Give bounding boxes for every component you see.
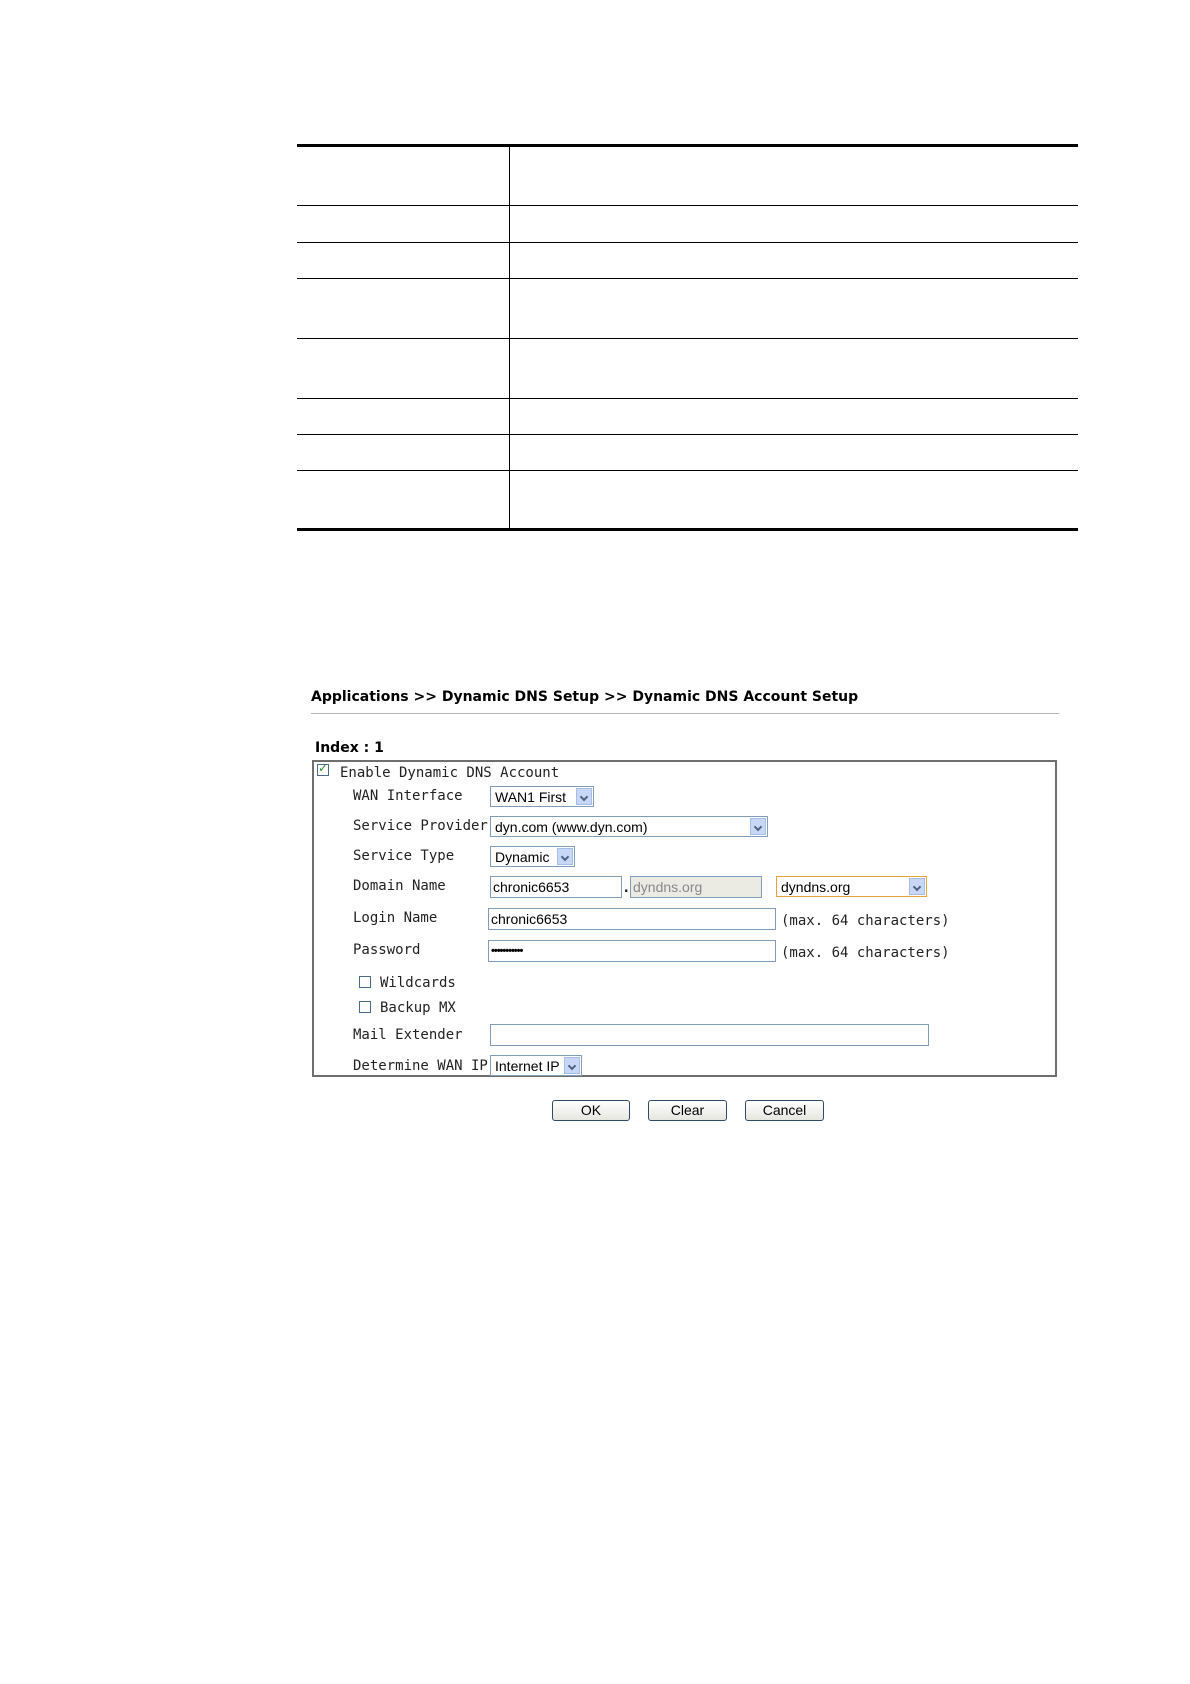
chevron-down-icon [909, 878, 925, 895]
wan-interface-value: WAN1 First [495, 789, 567, 805]
ok-button[interactable]: OK [552, 1100, 630, 1121]
service-type-select[interactable] [490, 846, 575, 867]
password-label: Password [353, 942, 421, 958]
determine-wan-ip-label: Determine WAN IP [353, 1058, 488, 1074]
domain-suffix-select-value: dyndns.org [781, 879, 851, 895]
domain-suffix-input: dyndns.org [630, 876, 762, 898]
service-provider-select[interactable] [490, 816, 768, 837]
backup-mx-checkbox[interactable] [359, 1001, 371, 1013]
password-hint: (max. 64 characters) [781, 945, 950, 961]
breadcrumb: Applications >> Dynamic DNS Setup >> Dynamic DNS Account Setup [311, 689, 859, 705]
login-name-label: Login Name [353, 910, 438, 926]
service-type-value: Dynamic [495, 849, 550, 865]
wan-interface-label: WAN Interface [353, 788, 463, 804]
table-row [297, 471, 1078, 530]
mail-extender-label: Mail Extender [353, 1027, 463, 1043]
mail-extender-input[interactable] [490, 1024, 929, 1046]
wan-interface-select[interactable] [490, 786, 594, 807]
cancel-button[interactable]: Cancel [745, 1100, 824, 1121]
wildcards-checkbox[interactable] [359, 976, 371, 988]
wildcards-label: Wildcards [380, 975, 456, 991]
service-provider-label: Service Provider [353, 818, 488, 834]
chevron-down-icon [557, 848, 573, 865]
determine-wan-ip-select[interactable] [490, 1055, 582, 1076]
chevron-down-icon [564, 1057, 580, 1074]
enable-ddns-label: Enable Dynamic DNS Account [340, 765, 560, 781]
backup-mx-label: Backup MX [380, 1000, 456, 1016]
login-name-hint: (max. 64 characters) [781, 913, 950, 929]
domain-dot: . [622, 880, 631, 896]
table-row [297, 399, 1078, 435]
table-row [297, 206, 1078, 243]
table-row [297, 146, 1078, 206]
login-name-input[interactable]: chronic6653 [488, 908, 776, 930]
clear-button[interactable]: Clear [648, 1100, 727, 1121]
enable-ddns-checkbox[interactable] [317, 764, 329, 776]
table-row [297, 339, 1078, 399]
table-row [297, 279, 1078, 339]
domain-suffix-select[interactable] [776, 876, 927, 897]
chevron-down-icon [750, 818, 766, 835]
domain-name-input[interactable]: chronic6653 [490, 876, 622, 898]
service-type-label: Service Type [353, 848, 455, 864]
index-label: Index : 1 [315, 740, 384, 756]
determine-wan-ip-value: Internet IP [495, 1058, 560, 1074]
chevron-down-icon [576, 788, 592, 805]
password-input[interactable]: ••••••••••• [488, 940, 776, 962]
document-table [297, 144, 1078, 531]
divider [311, 713, 1059, 714]
table-row [297, 243, 1078, 279]
service-provider-value: dyn.com (www.dyn.com) [495, 819, 648, 835]
table-row [297, 435, 1078, 471]
domain-name-label: Domain Name [353, 878, 446, 894]
